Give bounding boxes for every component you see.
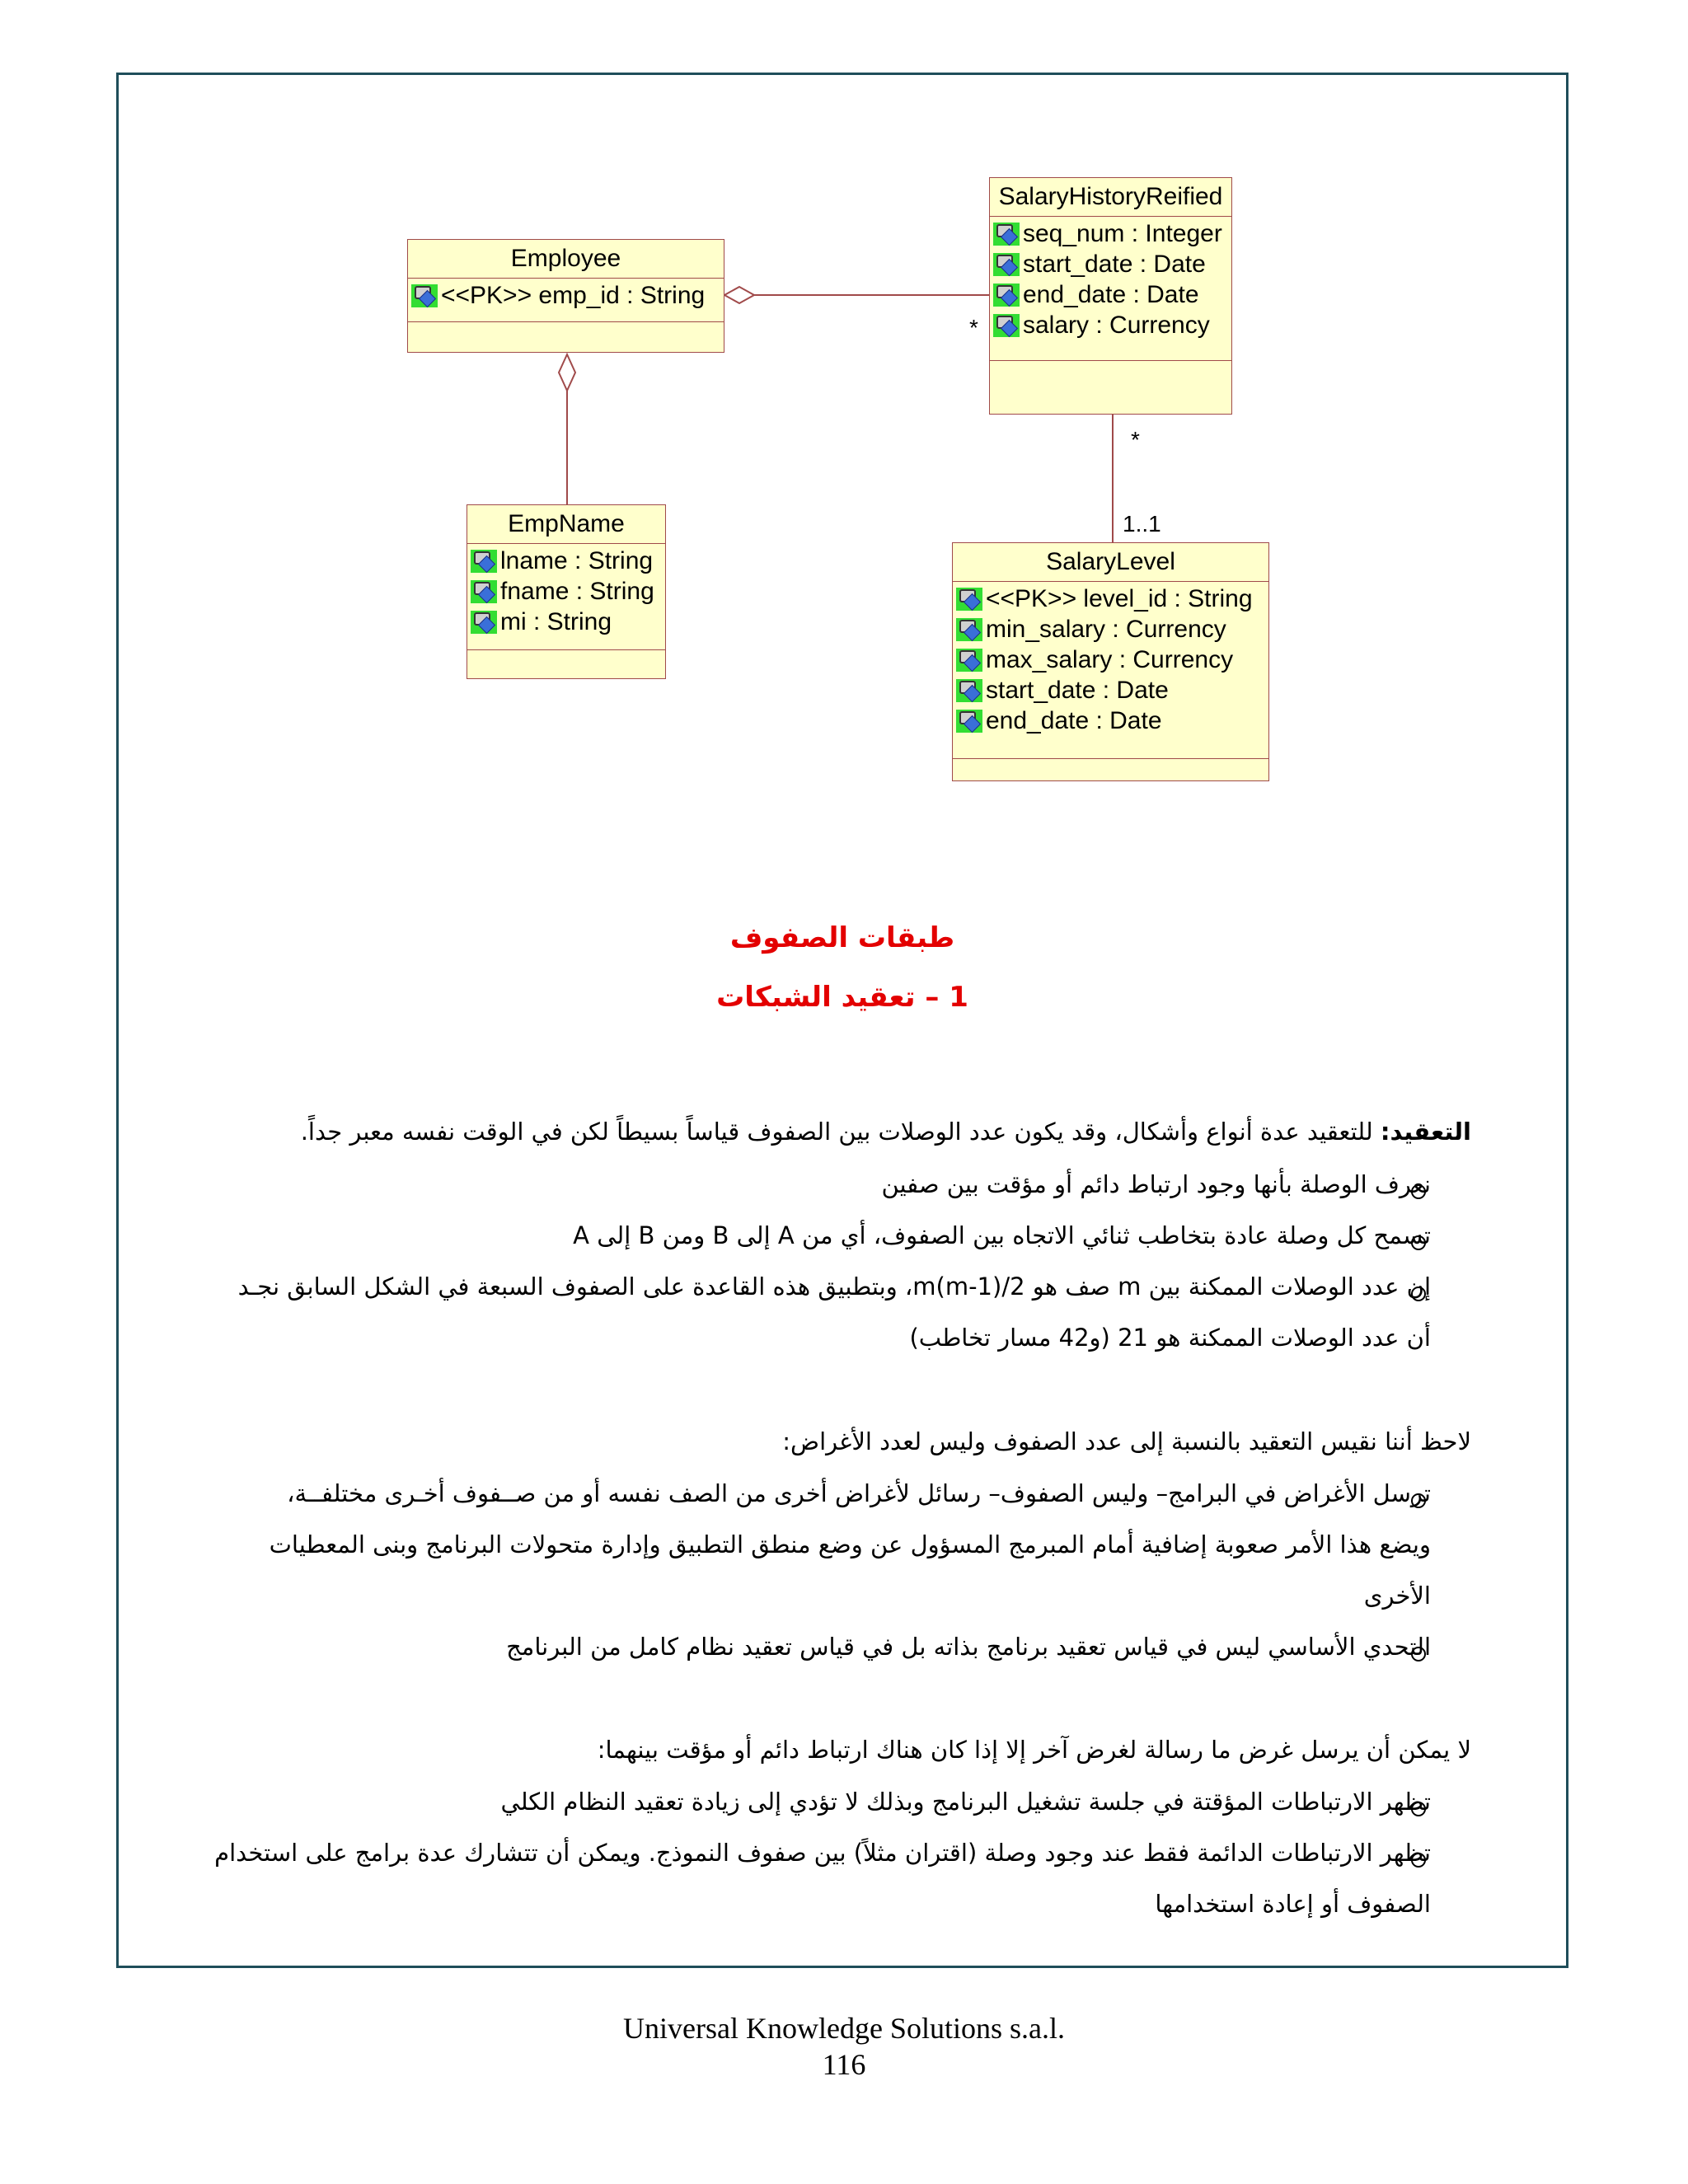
attribute-row xyxy=(993,218,1231,249)
attribute-text: <<PK>> emp_id : String xyxy=(441,281,706,309)
attribute-text: mi : String xyxy=(500,607,612,635)
section-subheading: 1 – تعقيد الشبكات xyxy=(716,981,968,1014)
salarylevel-class-name: SalaryLevel xyxy=(953,543,1268,582)
bullet-item: التحدي الأساسي ليس في قياس تعقيد برنامج بذاته بل في قياس تعقيد نظام كامل من البرنامج xyxy=(506,1633,1431,1661)
bullet-item: نعرف الوصلة بأنها وجود ارتباط دائم أو مؤقت بين صفين xyxy=(881,1170,1431,1198)
bullet-item-continuation: ويضع هذا الأمر صعوبة إضافية أمام المبرمج المسؤول عن وضع منطق التطبيق وإدارة متحولات البرنامج وبنى المعطيات xyxy=(269,1530,1431,1558)
salarylevel-class xyxy=(952,542,1269,781)
attribute-text: start_date : Date xyxy=(986,676,1169,704)
attribute-row xyxy=(956,675,1268,705)
attribute-lock-icon xyxy=(993,282,1021,308)
attribute-lock-icon xyxy=(956,586,984,612)
attribute-lock-icon xyxy=(956,708,984,734)
attribute-lock-icon xyxy=(993,251,1021,278)
attribute-text: seq_num : Integer xyxy=(1023,219,1222,247)
attribute-row xyxy=(993,249,1231,279)
complexity-text: للتعقيد عدة أنواع وأشكال، وقد يكون عدد الوصلات بين الصفوف قياساً بسيطاً لكن في الوقت نفسه معبر جداً. xyxy=(300,1118,1381,1146)
attribute-lock-icon xyxy=(471,579,499,605)
bullet-item: ترسل الأغراض في البرامج– وليس الصفوف– رسائل لأغراض أخرى من الصف نفسه أو من صــفوف أخـرى مختلفــة، xyxy=(287,1479,1431,1507)
attribute-lock-icon xyxy=(956,616,984,643)
attribute-lock-icon xyxy=(956,647,984,673)
attribute-lock-icon xyxy=(471,548,499,574)
salaryhistoryreified-attributes xyxy=(990,217,1231,361)
multiplicity-history-level-many: * xyxy=(1131,427,1140,452)
attribute-lock-icon xyxy=(993,312,1021,339)
attribute-lock-icon xyxy=(411,283,439,309)
bullet-item: تظهر الارتباطات المؤقتة في جلسة تشغيل البرنامج وبذلك لا تؤدي إلى زيادة تعقيد النظام الكلي xyxy=(500,1788,1431,1816)
attribute-row xyxy=(471,576,665,607)
attribute-lock-icon xyxy=(471,609,499,635)
attribute-lock-icon xyxy=(956,677,984,704)
bullet-item: إن عدد الوصلات الممكنة بين m صف هو m(m-1)/2، وبتطبيق هذه القاعدة على الصفوف السبعة في الشكل السابق نجـد xyxy=(237,1272,1431,1301)
multiplicity-history-level-one: 1..1 xyxy=(1123,511,1161,537)
attribute-row xyxy=(956,614,1268,644)
attribute-text: <<PK>> level_id : String xyxy=(986,584,1253,612)
bullet-item: تظهر الارتباطات الدائمة فقط عند وجود وصلة (اقتران مثلاً) بين صفوف النموذج. ويمكن أن تتشارك عدة برامج على استخدام xyxy=(214,1839,1431,1867)
empname-class xyxy=(467,504,666,679)
attribute-row xyxy=(411,280,724,311)
page-frame xyxy=(116,73,1568,1968)
bullet-item-continuation: الأخرى xyxy=(1363,1582,1431,1610)
attribute-text: min_salary : Currency xyxy=(986,615,1226,643)
attribute-text: fname : String xyxy=(500,577,654,605)
page-number: 116 xyxy=(822,2048,866,2081)
attribute-text: end_date : Date xyxy=(986,706,1162,734)
attribute-text: max_salary : Currency xyxy=(986,645,1234,673)
attribute-row xyxy=(956,705,1268,736)
bullet-item-continuation: الصفوف أو إعادة استخدامها xyxy=(1155,1890,1431,1918)
attribute-text: lname : String xyxy=(500,546,654,574)
attribute-text: start_date : Date xyxy=(1023,250,1206,278)
salaryhistoryreified-class xyxy=(989,177,1232,415)
employee-class xyxy=(407,239,724,353)
section-heading: طبقات الصفوف xyxy=(729,921,955,954)
messaging-note: لا يمكن أن يرسل غرض ما رسالة لغرض آخر إلا إذا كان هناك ارتباط دائم أو مؤقت بينهما: xyxy=(597,1736,1471,1764)
multiplicity-emp-history: * xyxy=(969,315,978,340)
bullet-item: تسمح كل وصلة عادة بتخاطب ثنائي الاتجاه بين الصفوف، أي من A إلى B ومن B إلى A xyxy=(573,1221,1431,1249)
employee-class-name: Employee xyxy=(408,240,724,279)
attribute-text: salary : Currency xyxy=(1023,311,1210,339)
attribute-row xyxy=(993,279,1231,310)
footer-company: Universal Knowledge Solutions s.a.l. xyxy=(623,2012,1065,2045)
attribute-row xyxy=(993,310,1231,340)
objects-note: لاحظ أننا نقيس التعقيد بالنسبة إلى عدد الصفوف وليس لعدد الأغراض: xyxy=(782,1427,1471,1455)
attribute-row xyxy=(956,583,1268,614)
empname-class-name: EmpName xyxy=(467,505,665,544)
complexity-definition xyxy=(301,1118,1471,1146)
complexity-term: التعقيد: xyxy=(1380,1118,1471,1146)
salarylevel-attributes xyxy=(953,582,1268,759)
bullet-item-continuation: أن عدد الوصلات الممكنة هو 21 (و42 مسار تخاطب) xyxy=(909,1324,1431,1352)
attribute-row xyxy=(471,546,665,576)
attribute-row xyxy=(471,607,665,637)
salaryhistoryreified-class-name: SalaryHistoryReified xyxy=(990,178,1231,217)
attribute-row xyxy=(956,644,1268,675)
empname-attributes xyxy=(467,544,665,650)
employee-attributes xyxy=(408,279,724,322)
attribute-text: end_date : Date xyxy=(1023,280,1199,308)
attribute-lock-icon xyxy=(993,221,1021,247)
